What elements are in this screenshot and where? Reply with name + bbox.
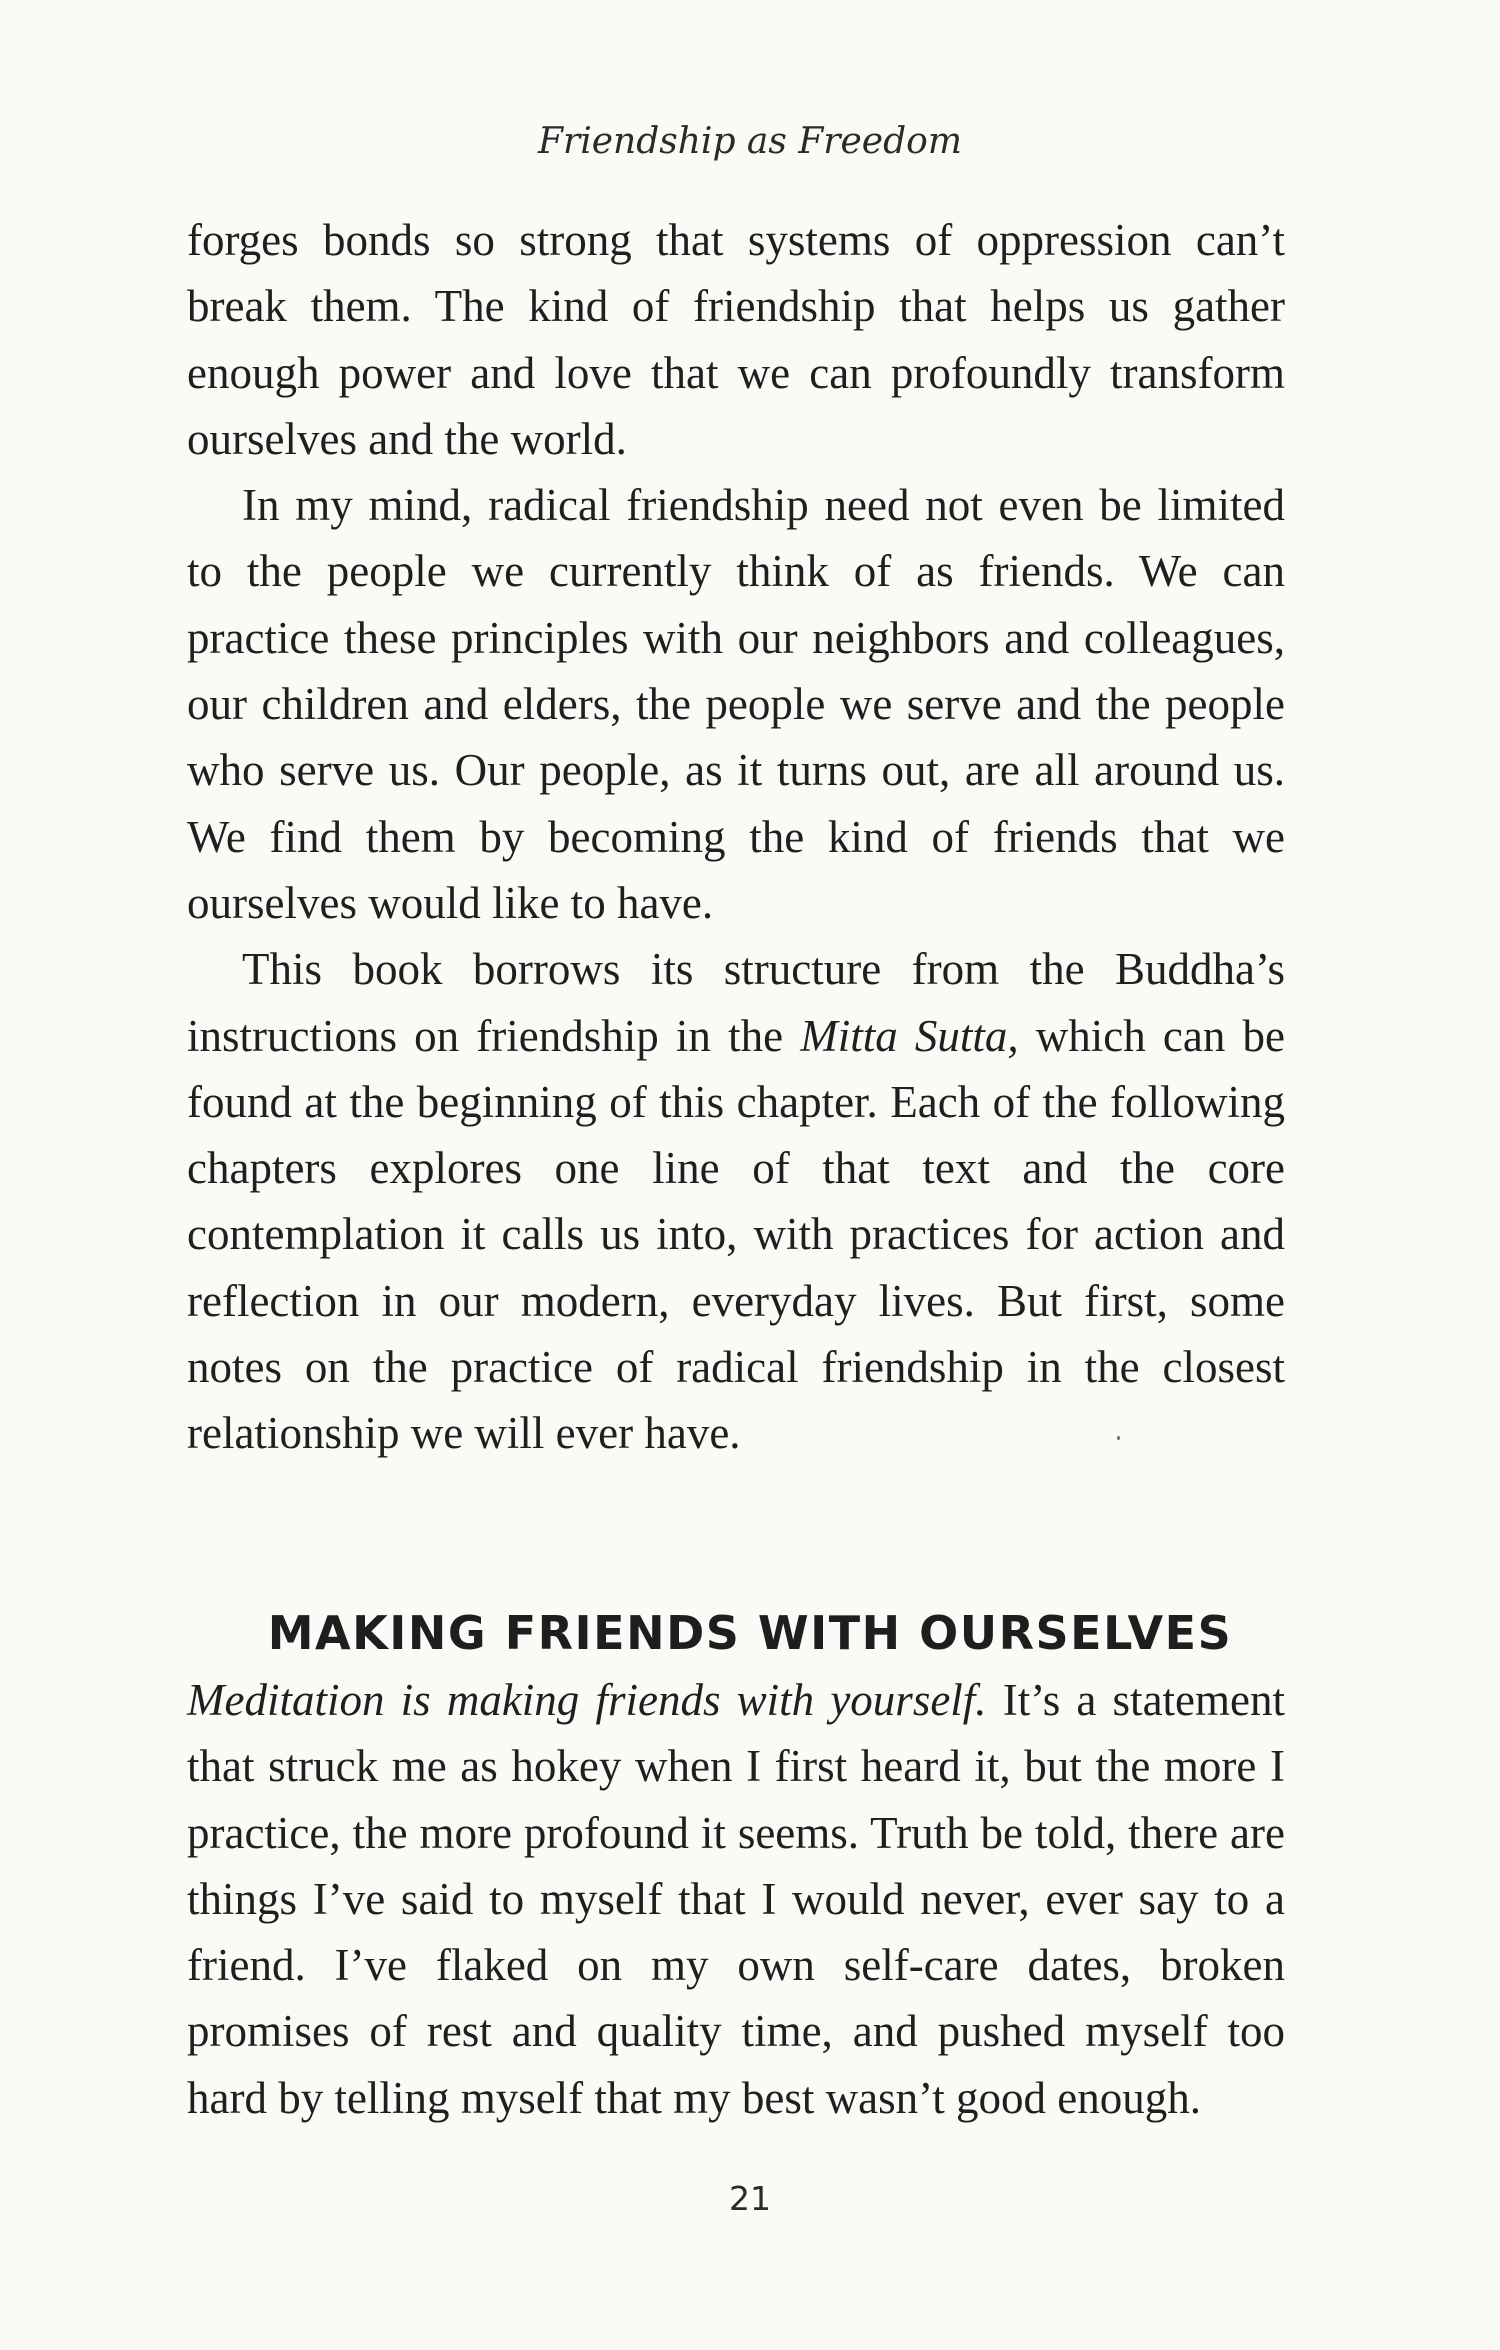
scan-speck — [1117, 1436, 1120, 1440]
body-text-before-heading — [187, 207, 1285, 1467]
body-text-after-heading — [187, 1667, 1285, 2131]
paragraph-continuation: forges bonds so strong that systems of oppression can’t break them. The kind of friendship that helps us gather enough power and love that we can profoundly transform ourselves and the world. — [187, 215, 1285, 464]
paragraph-book-structure-lead: This book borrows its structure from the Buddha’s instructions on friendship in the — [187, 944, 1285, 1061]
meditation-quote: Meditation is making friends with yourself. — [187, 1675, 987, 1725]
paragraph-meditation-text: It’s a statement that struck me as hokey when I first heard it, but the more I practice, the more profound it seems. Truth be told, there are things I’ve said to myself that I would never, ever say to a friend. I’ve flaked on my own self-care dates, broken promises of rest and quality time, and pushed myself too hard by telling myself that my best wasn’t good enough. — [187, 1675, 1285, 2123]
mitta-sutta-title: Mitta Sutta, — [800, 1010, 1019, 1061]
paragraph-book-structure — [187, 936, 1285, 1466]
paragraph-meditation — [187, 1667, 1285, 2131]
page-number: 21 — [729, 2179, 771, 2218]
running-head: Friendship as Freedom — [538, 121, 962, 162]
section-heading: MAKING FRIENDS WITH OURSELVES — [267, 1606, 1233, 1661]
paragraph-radical-friendship: In my mind, radical friendship need not even be limited to the people we currently think of as friends. We can practice these principles with our neighbors and colleagues, our children and elders, the people we serve and the people who serve us. Our people, as it turns out, are all around us. We find them by becoming the kind of friends that we ourselves would like to have. — [187, 480, 1285, 928]
paragraph-book-structure-rest: which can be found at the beginning of this chapter. Each of the following chapters explores one line of that text and the core contemplation it calls us into, with practices for action and reflection in our modern, everyday lives. But first, some notes on the practice of radical friendship in the closest relationship we will ever have. — [187, 1010, 1285, 1459]
